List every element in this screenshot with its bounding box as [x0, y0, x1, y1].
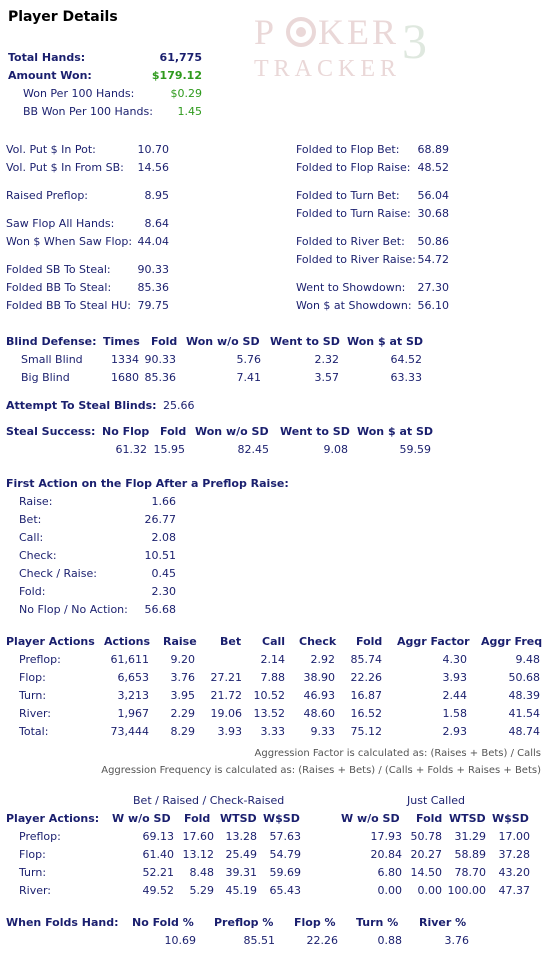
player-actions-cell: 61,611	[110, 653, 149, 666]
steal-success-value: 9.08	[323, 443, 348, 456]
bet-raised-cell: 17.00	[498, 830, 530, 843]
summary-value: 61,775	[159, 51, 202, 64]
stat-label: Folded to Flop Bet:	[296, 143, 400, 156]
bet-raised-cell: 58.89	[454, 848, 486, 861]
player-actions-cell: 2.14	[260, 653, 285, 666]
steal-success-value: 61.32	[115, 443, 147, 456]
bet-raised-cell: 6.80	[377, 866, 402, 879]
player-actions-cell: 21.72	[210, 689, 242, 702]
player-actions-cell: 85.74	[350, 653, 382, 666]
first-action-value: 2.30	[151, 585, 176, 598]
aggression-factor-note: Aggression Factor is calculated as: (Raises + Bets) / Calls	[254, 748, 541, 759]
player-actions-cell: 22.26	[350, 671, 382, 684]
pokertracker-logo	[252, 10, 452, 82]
stat-label: Folded to Flop Raise:	[296, 161, 411, 174]
bet-raised-cell: 49.52	[142, 884, 174, 897]
player-actions-cell: 27.21	[210, 671, 242, 684]
player-actions-header: Check	[299, 635, 337, 648]
stat-value: 30.68	[417, 207, 449, 220]
folds-hand-header: Turn %	[356, 916, 399, 929]
blind-defense-row-label: Small Blind	[21, 353, 83, 366]
bet-raised-cell: 61.40	[142, 848, 174, 861]
player-actions-header: Player Actions	[6, 635, 95, 648]
summary-value: $179.12	[151, 69, 202, 82]
player-actions-cell: 1.58	[442, 707, 467, 720]
steal-success-header: Steal Success:	[6, 425, 96, 438]
first-action-value: 1.66	[151, 495, 176, 508]
stat-label: Folded BB To Steal HU:	[6, 299, 132, 312]
bet-raised-header: W$SD	[263, 812, 300, 825]
stat-value: 85.36	[137, 281, 169, 294]
bet-raised-cell: 8.48	[189, 866, 214, 879]
bet-raised-cell: 54.79	[269, 848, 301, 861]
attempt-steal-label: Attempt To Steal Blinds:	[6, 399, 157, 412]
player-actions-cell: 10.52	[253, 689, 285, 702]
bet-raised-cell: 100.00	[447, 884, 486, 897]
stat-value: 90.33	[137, 263, 169, 276]
blind-defense-header: Went to SD	[270, 335, 340, 348]
stat-value: 79.75	[137, 299, 169, 312]
player-actions-cell: 3.93	[217, 725, 242, 738]
folds-hand-header: Flop %	[294, 916, 336, 929]
player-actions-cell: 48.39	[508, 689, 540, 702]
steal-success-header: Went to SD	[280, 425, 350, 438]
stat-value: 44.04	[137, 235, 169, 248]
first-action-label: Fold:	[19, 585, 46, 598]
bet-raised-header: W w/o SD	[112, 812, 171, 825]
page-title: Player Details	[8, 9, 118, 25]
bet-raised-cell: 69.13	[142, 830, 174, 843]
steal-success-header: No Flop	[102, 425, 150, 438]
bet-raised-row-label: Turn:	[19, 866, 47, 879]
attempt-steal-value: 25.66	[163, 399, 195, 412]
blind-defense-cell: 5.76	[236, 353, 261, 366]
svg-text:3: 3	[402, 13, 427, 69]
player-actions-header: Fold	[356, 635, 383, 648]
player-actions-cell: 13.52	[253, 707, 285, 720]
blind-defense-header: Blind Defense:	[6, 335, 97, 348]
svg-text:KER: KER	[318, 12, 399, 52]
player-actions-cell: 38.90	[303, 671, 335, 684]
bet-raised-cell: 45.19	[225, 884, 257, 897]
player-actions-header: Raise	[163, 635, 197, 648]
player-actions-header: Aggr Freq	[481, 635, 543, 648]
aggression-frequency-note: Aggression Frequency is calculated as: (Raises + Bets) / (Calls + Folds + Raises + Bets)	[101, 765, 541, 776]
summary-label: Amount Won:	[8, 69, 92, 82]
bet-raised-cell: 39.31	[225, 866, 257, 879]
player-actions-header: Actions	[104, 635, 150, 648]
stat-value: 27.30	[417, 281, 449, 294]
bet-raised-cell: 31.29	[454, 830, 486, 843]
bet-raised-cell: 47.37	[498, 884, 530, 897]
stat-label: Vol. Put $ In Pot:	[6, 143, 96, 156]
player-actions-header: Bet	[220, 635, 242, 648]
summary-label: Total Hands:	[8, 51, 86, 64]
bet-raised-cell: 20.27	[410, 848, 442, 861]
bet-raised-header: W$SD	[492, 812, 529, 825]
stat-label: Went to Showdown:	[296, 281, 406, 294]
player-actions-cell: 3,213	[117, 689, 149, 702]
summary-value: 1.45	[177, 105, 202, 118]
folds-hand-header: No Fold %	[132, 916, 194, 929]
blind-defense-header: Fold	[151, 335, 178, 348]
steal-success-header: Fold	[160, 425, 187, 438]
blind-defense-cell: 2.32	[314, 353, 339, 366]
player-actions-cell: 50.68	[508, 671, 540, 684]
stat-value: 56.10	[417, 299, 449, 312]
blind-defense-cell: 1334	[111, 353, 139, 366]
bet-raised-cell: 59.69	[269, 866, 301, 879]
stat-label: Folded to River Bet:	[296, 235, 405, 248]
blind-defense-cell: 85.36	[144, 371, 176, 384]
player-actions-cell: 9.48	[515, 653, 540, 666]
first-action-label: Raise:	[19, 495, 53, 508]
bet-raised-cell: 52.21	[142, 866, 174, 879]
player-actions-row-label: Total:	[19, 725, 49, 738]
svg-text:P: P	[254, 12, 278, 52]
stat-label: Won $ When Saw Flop:	[6, 235, 133, 248]
bet-raised-cell: 0.00	[377, 884, 402, 897]
steal-success-header: Won $ at SD	[357, 425, 434, 438]
bet-raised-header: Fold	[184, 812, 211, 825]
player-actions-cell: 3.93	[442, 671, 467, 684]
folds-hand-value: 0.88	[377, 934, 402, 947]
bet-raised-group-header: Bet / Raised / Check-Raised	[133, 794, 285, 807]
first-action-label: Check / Raise:	[19, 567, 97, 580]
player-actions-header: Call	[262, 635, 286, 648]
player-actions-cell: 2.44	[442, 689, 467, 702]
first-action-value: 10.51	[144, 549, 176, 562]
bet-raised-header: WTSD	[220, 812, 257, 825]
bet-raised-cell: 37.28	[498, 848, 530, 861]
bet-raised-header: Fold	[416, 812, 443, 825]
stat-value: 8.95	[144, 189, 169, 202]
player-actions-row-label: Turn:	[19, 689, 47, 702]
steal-success-value: 59.59	[399, 443, 431, 456]
player-actions-header: Aggr Factor	[397, 635, 470, 648]
player-actions-cell: 2.29	[170, 707, 195, 720]
folds-hand-header: When Folds Hand:	[6, 916, 119, 929]
player-actions-row-label: Flop:	[19, 671, 46, 684]
first-action-value: 2.08	[151, 531, 176, 544]
summary-label: BB Won Per 100 Hands:	[23, 105, 153, 118]
stat-label: Folded to Turn Raise:	[296, 207, 411, 220]
stat-value: 48.52	[417, 161, 449, 174]
folds-hand-header: Preflop %	[214, 916, 274, 929]
stat-label: Vol. Put $ In From SB:	[6, 161, 124, 174]
blind-defense-cell: 64.52	[390, 353, 422, 366]
player-actions-cell: 19.06	[210, 707, 242, 720]
player-actions-cell: 3.76	[170, 671, 195, 684]
player-actions-cell: 4.30	[442, 653, 467, 666]
steal-success-header: Won w/o SD	[195, 425, 269, 438]
player-actions-cell: 48.60	[303, 707, 335, 720]
bet-raised-row-label: Flop:	[19, 848, 46, 861]
player-actions-cell: 48.74	[508, 725, 540, 738]
stat-label: Folded SB To Steal:	[6, 263, 111, 276]
stat-value: 50.86	[417, 235, 449, 248]
blind-defense-cell: 63.33	[390, 371, 422, 384]
first-action-value: 0.45	[151, 567, 176, 580]
first-action-value: 26.77	[144, 513, 176, 526]
player-actions-cell: 7.88	[260, 671, 285, 684]
first-action-label: Check:	[19, 549, 57, 562]
blind-defense-cell: 3.57	[314, 371, 339, 384]
stat-label: Folded to Turn Bet:	[296, 189, 400, 202]
summary-label: Won Per 100 Hands:	[23, 87, 135, 100]
bet-raised-row-label: Preflop:	[19, 830, 61, 843]
bet-raised-row-label: River:	[19, 884, 52, 897]
player-actions-cell: 16.87	[350, 689, 382, 702]
stat-value: 10.70	[137, 143, 169, 156]
bet-raised-cell: 0.00	[417, 884, 442, 897]
bet-raised-cell: 57.63	[269, 830, 301, 843]
bet-raised-cell: 78.70	[454, 866, 486, 879]
player-actions-cell: 46.93	[303, 689, 335, 702]
player-actions-cell: 73,444	[110, 725, 149, 738]
folds-hand-value: 22.26	[306, 934, 338, 947]
first-action-value: 56.68	[144, 603, 176, 616]
player-actions-cell: 3.33	[260, 725, 285, 738]
bet-raised-cell: 43.20	[498, 866, 530, 879]
svg-text:TRACKER: TRACKER	[254, 56, 402, 82]
bet-raised-cell: 13.28	[225, 830, 257, 843]
folds-hand-value: 10.69	[164, 934, 196, 947]
bet-raised-cell: 17.60	[182, 830, 214, 843]
player-actions-cell: 2.92	[310, 653, 335, 666]
player-actions-cell: 41.54	[508, 707, 540, 720]
first-action-label: Bet:	[19, 513, 42, 526]
player-actions-cell: 6,653	[117, 671, 149, 684]
player-actions-row-label: Preflop:	[19, 653, 61, 666]
stat-label: Saw Flop All Hands:	[6, 217, 115, 230]
stat-value: 54.72	[417, 253, 449, 266]
bet-raised-cell: 65.43	[269, 884, 301, 897]
blind-defense-cell: 90.33	[144, 353, 176, 366]
bet-raised-cell: 13.12	[182, 848, 214, 861]
stat-value: 8.64	[144, 217, 169, 230]
blind-defense-header: Won $ at SD	[347, 335, 424, 348]
stat-label: Raised Preflop:	[6, 189, 89, 202]
bet-raised-cell: 20.84	[370, 848, 402, 861]
bet-raised-header: Player Actions:	[6, 812, 100, 825]
blind-defense-cell: 1680	[111, 371, 139, 384]
player-actions-cell: 8.29	[170, 725, 195, 738]
stat-value: 68.89	[417, 143, 449, 156]
steal-success-value: 82.45	[237, 443, 269, 456]
bet-raised-cell: 50.78	[410, 830, 442, 843]
stat-label: Folded BB To Steal:	[6, 281, 112, 294]
summary-value: $0.29	[170, 87, 202, 100]
player-actions-cell: 16.52	[350, 707, 382, 720]
bet-raised-cell: 14.50	[410, 866, 442, 879]
stat-value: 14.56	[137, 161, 169, 174]
blind-defense-cell: 7.41	[236, 371, 261, 384]
player-actions-cell: 75.12	[350, 725, 382, 738]
blind-defense-row-label: Big Blind	[21, 371, 70, 384]
player-actions-cell: 9.20	[170, 653, 195, 666]
player-actions-cell: 3.95	[170, 689, 195, 702]
player-actions-cell: 2.93	[442, 725, 467, 738]
player-actions-row-label: River:	[19, 707, 52, 720]
first-action-title: First Action on the Flop After a Preflop Raise:	[6, 477, 289, 490]
first-action-label: No Flop / No Action:	[19, 603, 128, 616]
blind-defense-header: Times	[103, 335, 140, 348]
bet-raised-cell: 25.49	[225, 848, 257, 861]
stat-label: Folded to River Raise:	[296, 253, 416, 266]
folds-hand-value: 85.51	[243, 934, 275, 947]
stat-label: Won $ at Showdown:	[296, 299, 412, 312]
steal-success-value: 15.95	[153, 443, 185, 456]
first-action-label: Call:	[19, 531, 44, 544]
bet-raised-header: WTSD	[449, 812, 486, 825]
bet-raised-header: W w/o SD	[341, 812, 400, 825]
player-actions-cell: 9.33	[310, 725, 335, 738]
bet-raised-cell: 5.29	[189, 884, 214, 897]
bet-raised-cell: 17.93	[370, 830, 402, 843]
blind-defense-header: Won w/o SD	[186, 335, 260, 348]
just-called-group-header: Just Called	[407, 794, 466, 807]
folds-hand-value: 3.76	[444, 934, 469, 947]
folds-hand-header: River %	[419, 916, 467, 929]
stat-value: 56.04	[417, 189, 449, 202]
player-actions-cell: 1,967	[117, 707, 149, 720]
